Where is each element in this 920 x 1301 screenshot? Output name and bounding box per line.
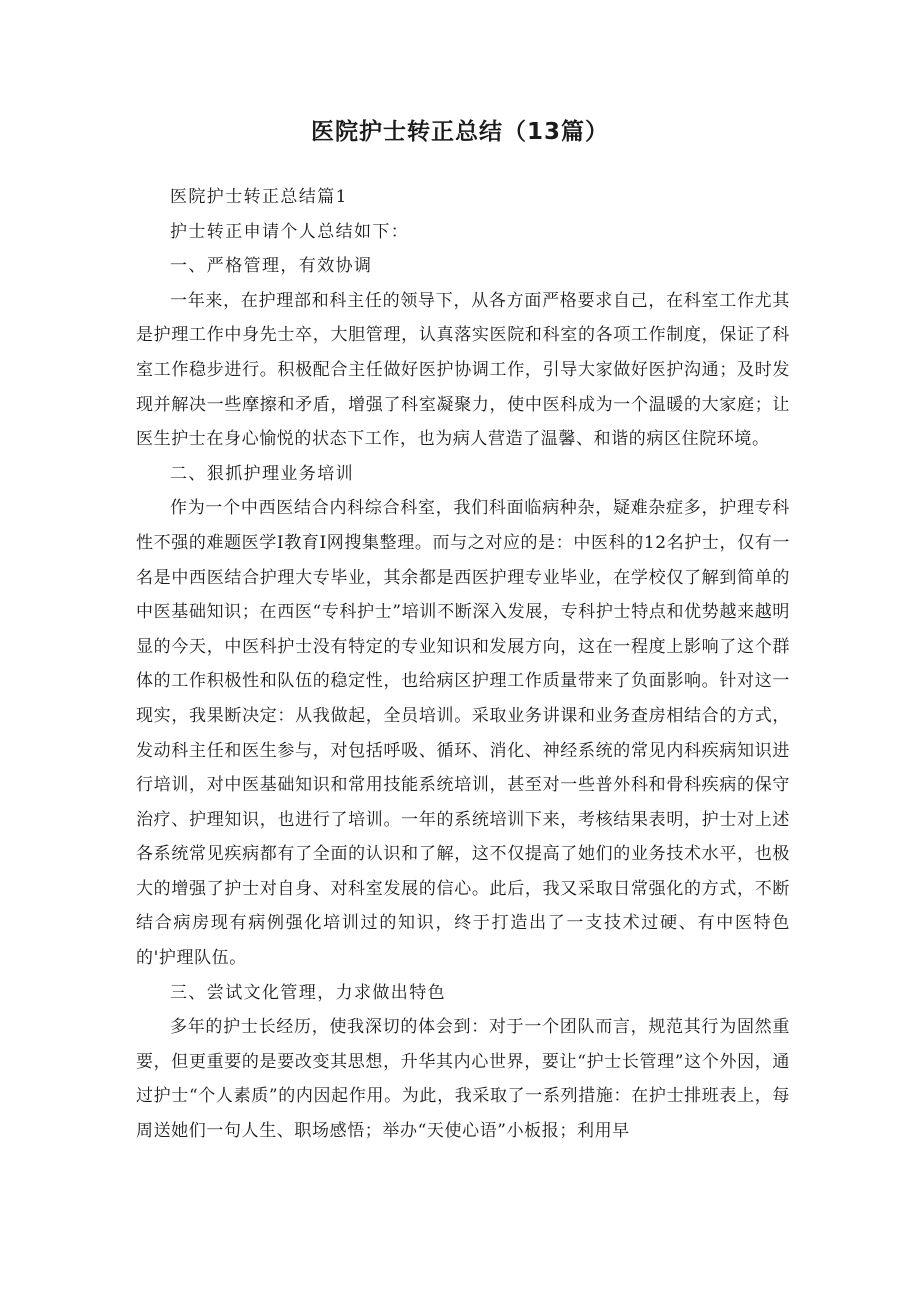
paragraph-1: 一年来，在护理部和科主任的领导下，从各方面严格要求自己，在科室工作尤其是护理工作中身先士卒，大胆管理，认真落实医院和科室的各项工作制度，保证了科室工作稳步进行。积极配合主任做好医护协调工作，引导大家做好医护沟通；及时发现并解决一些摩擦和矛盾，增强了科室凝聚力，使中医科成为一个温暖的大家庭；让医生护士在身心愉悦的状态下工作，也为病人营造了温馨、和谐的病区住院环境。 xyxy=(136,290,790,450)
section-title: 医院护士转正总结篇1 xyxy=(170,187,348,207)
heading-3: 三、尝试文化管理，力求做出特色 xyxy=(170,982,446,1003)
document-body xyxy=(136,180,790,1149)
heading-2: 二、狠抓护理业务培训 xyxy=(170,463,354,484)
document-title: 医院护士转正总结（13篇） xyxy=(310,119,609,145)
paragraph-2: 作为一个中西医结合内科综合科室，我们科面临病种杂，疑难杂症多，护理专科性不强的难题医学I教育I网搜集整理。而与之对应的是：中医科的12名护士，仅有一名是中西医结合护理大专毕业，其余都是西医护理专业毕业，在学校仅了解到简单的中医基础知识；在西医“专科护士”培训不断深入发展，专科护士特点和优势越来越明显的今天，中医科护士没有特定的专业知识和发展方向，这在一程度上影响了这个群体的工作积极性和队伍的稳定性，也给病区护理工作质量带来了负面影响。针对这一现实，我果断决定：从我做起，全员培训。采取业务讲课和业务查房相结合的方式，发动科主任和医生参与，对包括呼吸、循环、消化、神经系统的常见内科疾病知识进行培训，对中医基础知识和常用技能系统培训，甚至对一些普外科和骨科疾病的保守治疗、护理知识，也进行了培训。一年的系统培训下来，考核结果表明，护士对上述各系统常见疾病都有了全面的认识和了解，这不仅提高了她们的业务技术水平，也极大的增强了护士对自身、对科室发展的信心。此后，我又采取日常强化的方式，不断结合病房现有病例强化培训过的知识，终于打造出了一支技术过硬、有中医特色的'护理队伍。 xyxy=(136,498,790,969)
heading-1: 一、严格管理，有效协调 xyxy=(170,256,373,277)
paragraph-3: 多年的护士长经历，使我深切的体会到：对于一个团队而言，规范其行为固然重要，但更重要的是要改变其思想，升华其内心世界，要让“护士长管理”这个外因，通过护士“个人素质”的内因起作用。为此，我采取了一系列措施：在护士排班表上，每周送她们一句人生、职场感悟；举办“天使心语”小板报；利用早 xyxy=(136,1017,790,1142)
intro-line: 护士转正申请个人总结如下： xyxy=(170,221,410,242)
